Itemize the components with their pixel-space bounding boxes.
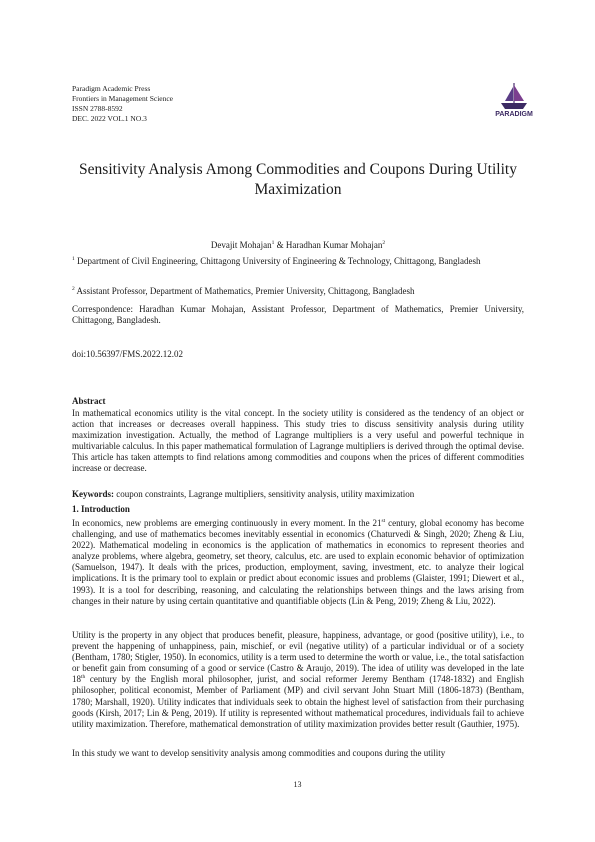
author-2-sup: 2 xyxy=(382,240,386,246)
correspondence: Correspondence: Haradhan Kumar Mohajan, Assistant Professor, Department of Mathematics, Premier University, Chittagong, Bangladesh. xyxy=(72,304,524,326)
journal-masthead xyxy=(72,84,173,124)
keywords-label: Keywords: xyxy=(72,489,114,499)
paragraph-1 xyxy=(72,518,524,607)
paragraph-2 xyxy=(72,630,524,730)
paper-title: Sensitivity Analysis Among Commodities and Coupons During Utility Maximization xyxy=(79,161,517,198)
affiliation-1-sup: 1 xyxy=(72,256,75,262)
paragraph-3-text: In this study we want to develop sensitivity analysis among commodities and coupons during the utility xyxy=(72,748,446,758)
affiliation-1-text: Department of Civil Engineering, Chittagong University of Engineering & Technology, Chittagong, Bangladesh xyxy=(74,256,481,266)
logo-text: PARADIGM xyxy=(495,111,533,118)
paragraph-2-sup: th xyxy=(81,674,86,681)
abstract-heading: Abstract xyxy=(72,396,106,406)
publisher-name: Paradigm Academic Press xyxy=(72,84,151,93)
page-number: 13 xyxy=(293,780,302,789)
section-heading-introduction: 1. Introduction xyxy=(72,504,130,514)
author-joiner: & xyxy=(274,240,286,250)
keywords-text: coupon constraints, Lagrange multipliers, sensitivity analysis, utility maximization xyxy=(114,489,415,499)
issn: ISSN 2788-8592 xyxy=(72,104,123,113)
paragraph-2-text-b: century by the English moral philosopher, jurist, and social reformer Jeremy Bentham (1748-1832) and English philosopher, political economist, Member of Parliament (MP) and civil servant John Stuart Mill (1806-1873) (Bentham, 1780; Marshall, 1920). Utility indicates that individuals seek to obtain the highest level of satisfaction from their purchasing goods (Kirsh, 2017; Lin & Peng, 2019). If utility is represented without mathematical procedures, individuals fail to achieve utility maximization. Therefore, mathematical demonstration of utility maximization provides better result (Gauthier, 1975). xyxy=(72,674,524,729)
author-1: Devajit Mohajan xyxy=(210,240,272,250)
author-2: Haradhan Kumar Mohajan xyxy=(285,240,383,250)
abstract-body: In mathematical economics utility is the vital concept. In the society utility is considered as the tendency of an object or action that increases or decreases overall happiness. This study tries to discuss sensitivity analysis during utility maximization investigation. Actually, the method of Lagrange multipliers is a very useful and powerful technique in multivariable calculus. In this paper mathematical formulation of Lagrange multipliers is derived through the optimal devise. This article has taken attempts to find relations among commodities and coupons when the prices of different commodities increase or decrease. xyxy=(72,408,524,474)
paragraph-1-text-a: In economics, new problems are emerging continuously in every moment. In the 21 xyxy=(72,518,382,528)
affiliation-2-sup: 2 xyxy=(72,286,75,292)
journal-name: Frontiers in Management Science xyxy=(72,94,174,103)
author-1-sup: 1 xyxy=(271,240,275,246)
paragraph-1-text-b: century, global economy has become challenging, and use of mathematics becomes inevitably essential in economics (Chaturvedi & Singh, 2020; Zheng & Liu, 2022). Mathematical modeling in economics is the application of mathematics in economics to represent theories and analyze problems, where algebra, geometry, set theory, calculus, etc. are used to explain economic behavior of optimization (Samuelson, 1947). It deals with the prices, production, employment, saving, investment, etc. to analyze their logical implications. It is the primary tool to explain or predict about economic issues and problems (Glaister, 1991; Diewert et al., 1993). It is a tool for describing, reasoning, and calculating the relationships between things and the laws arising from changes in their nature by using certain quantitative and quantifiable objects (Lin & Peng, 2019; Zheng & Liu, 2022). xyxy=(72,518,524,606)
paragraph-2-text-a: Utility is the property in any object that produces benefit, pleasure, happiness, advantage, or good (positive utility), i.e., to prevent the happening of unhappiness, pain, mischief, or evil (negative utility) of a particular individual or of a society (Bentham, 1780; Stigler, 1950). In economics, utility is a term used to determine the worth or value, i.e., the total satisfaction or benefit gain from consuming of a good or service (Castro & Araujo, 2019). The idea of utility was developed in the late 18 xyxy=(72,630,524,685)
paragraph-1-sup: st xyxy=(381,518,386,524)
affiliation-2-text: Assistant Professor, Department of Mathematics, Premier University, Chittagong, Bangladesh xyxy=(74,286,415,296)
author-line xyxy=(72,240,524,250)
affiliation-1 xyxy=(72,256,524,267)
issue-info: DEC. 2022 VOL.1 NO.3 xyxy=(72,114,147,123)
affiliation-2 xyxy=(72,286,524,297)
paragraph-3 xyxy=(72,748,524,759)
ship-logo-icon xyxy=(493,80,535,122)
keywords-line xyxy=(72,489,414,499)
doi: doi:10.56397/FMS.2022.12.02 xyxy=(72,349,184,359)
